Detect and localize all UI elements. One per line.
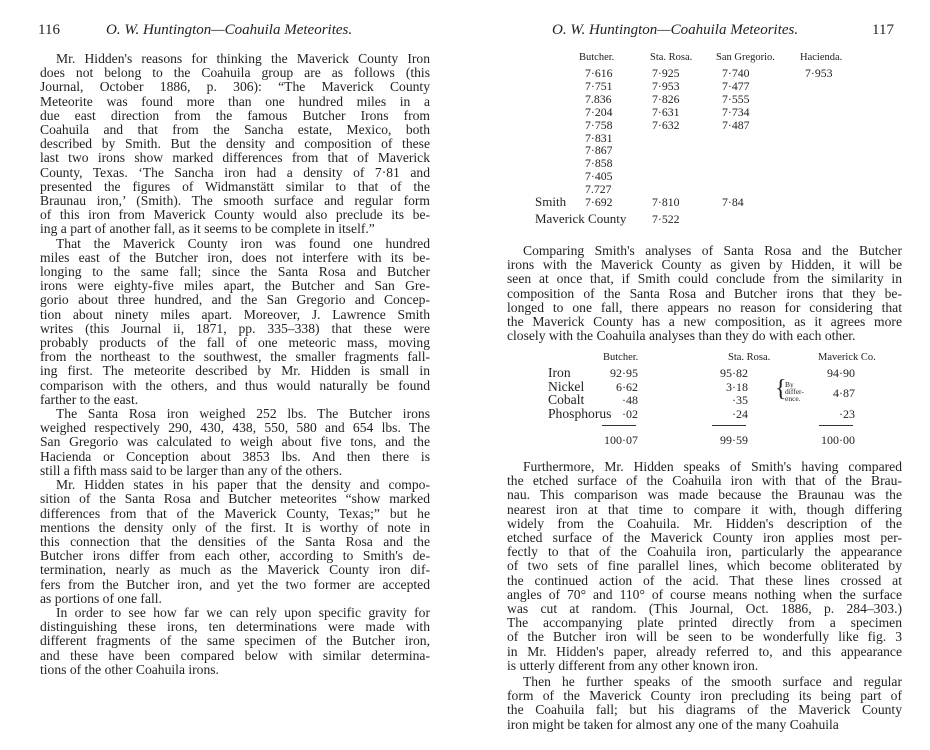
text-line: iron might be taken for almost any one of the many Coahuila bbox=[507, 716, 839, 732]
text-line: In order to see how far we can rely upon specific gravity for bbox=[56, 604, 430, 620]
page-number: 117 bbox=[872, 22, 894, 38]
text-line: That the Maverick County iron was found one hundred bbox=[56, 235, 430, 251]
density-value: 7·632 bbox=[652, 117, 680, 132]
density-value: 7·858 bbox=[585, 156, 613, 171]
density-value: 7·953 bbox=[652, 78, 680, 93]
text-line: sition of the Santa Rosa and Butcher meteorites “show marked bbox=[40, 491, 430, 507]
text-line: does not belong to the Coahuila group are as follows (this bbox=[40, 65, 430, 81]
text-line: composition of the Santa Rosa and Butcher irons that they be- bbox=[507, 285, 902, 301]
analysis-value: ·24 bbox=[732, 406, 748, 421]
text-line: due east direction from the famous Butcher Irons from bbox=[40, 107, 430, 123]
density-value: 7·631 bbox=[652, 104, 680, 119]
text-line: miles east of the Butcher iron, does not interfere with its be- bbox=[40, 249, 430, 265]
smith-row-label: Smith bbox=[535, 194, 567, 209]
paragraph bbox=[40, 237, 430, 407]
column-header: Maverick Co. bbox=[818, 352, 876, 363]
density-value: 7·751 bbox=[585, 78, 613, 93]
text-line: ing a part of another fall, as it seems to be complete in itself.” bbox=[40, 221, 375, 237]
element-label: Nickel bbox=[548, 378, 585, 394]
text-line: longing to the same fall; since the Santa Rosa and Butcher bbox=[40, 264, 430, 280]
density-value: 7·616 bbox=[585, 66, 613, 80]
text-line: fers from the Butcher iron, and yet the two former are accepted bbox=[40, 576, 430, 592]
paragraph bbox=[40, 606, 430, 677]
density-value: 7·405 bbox=[585, 169, 613, 184]
text-line: gorio about three hundred, and the San Gregorio and Concep- bbox=[40, 292, 430, 308]
column-header: Butcher. bbox=[579, 52, 615, 63]
text-line: as portions of one fall. bbox=[40, 590, 162, 606]
paragraph bbox=[40, 407, 430, 478]
brace-symbol: { bbox=[775, 375, 787, 402]
text-line: tion about ninety miles apart. Moreover, J. Lawrence Smith bbox=[40, 306, 430, 322]
by-difference-note: By bbox=[785, 379, 794, 389]
text-line: from the northeast to the southwest, the smaller fragments fall- bbox=[40, 349, 430, 365]
text-line: seen at once that, if Smith could conclude from the similarity in bbox=[507, 271, 902, 287]
text-line: widely from the Coahuila. Mr. Hidden's description of the bbox=[507, 515, 902, 531]
right-paragraph-1 bbox=[507, 244, 902, 343]
density-value: 7·477 bbox=[722, 78, 750, 93]
density-value: 7.727 bbox=[585, 182, 612, 197]
column-header: San Gregorio. bbox=[716, 52, 775, 63]
text-line: angles of 70° and 110° of course means nothing when the surface bbox=[507, 586, 902, 602]
text-line: Meteorite was found more than one hundred miles in a bbox=[40, 93, 430, 109]
density-value: 7·831 bbox=[585, 130, 613, 145]
density-value: 7·953 bbox=[805, 66, 833, 80]
density-value: 7.836 bbox=[585, 91, 612, 106]
density-value: 7·487 bbox=[722, 117, 750, 132]
density-value: 7·925 bbox=[652, 66, 680, 80]
right-paragraph-2 bbox=[507, 460, 902, 673]
text-line: The Santa Rosa iron weighed 252 lbs. The Butcher irons bbox=[56, 406, 430, 422]
text-line: the Maverick County has a new composition, as it agrees more bbox=[507, 314, 902, 330]
text-line: closely with the Coahuila analyses than they do with each other. bbox=[507, 328, 856, 344]
text-line: County, Texas. ‘The Sancha iron had a density of 7·81 and bbox=[40, 164, 430, 180]
total-value: 99·59 bbox=[720, 433, 748, 448]
paragraph bbox=[507, 460, 902, 673]
text-line: Mr. Hidden states in his paper that the density and compo- bbox=[56, 477, 430, 493]
text-line: mentions the density only of the first. It is worthy of note in bbox=[40, 519, 430, 535]
paragraph bbox=[40, 52, 430, 237]
by-difference-note: ence. bbox=[785, 393, 801, 403]
text-line: termination, nearly as much as the Maverick County iron dif- bbox=[40, 562, 430, 578]
column-header: Sta. Rosa. bbox=[650, 52, 693, 63]
text-line: Coahuila and that from the Sancha estate, Mexico, both bbox=[40, 122, 430, 138]
text-line: irons were eighty-five miles apart, the Butcher and San Gre- bbox=[40, 278, 430, 294]
element-label: Phosphorus bbox=[548, 405, 612, 421]
analysis-value: 92·95 bbox=[610, 366, 638, 380]
text-line: tions of the other Coahuila irons. bbox=[40, 661, 219, 677]
analysis-value: ·23 bbox=[839, 406, 855, 421]
text-line: of the Butcher iron will be seen to be wonderfully like fig. 3 bbox=[507, 629, 902, 645]
text-line: Journal, October 1886, p. 306): “The Maverick County bbox=[40, 79, 430, 95]
column-header: Butcher. bbox=[603, 352, 639, 363]
text-line: Braunau iron,’ (Smith). The smooth surface and regular form bbox=[40, 193, 430, 209]
text-line: Then he further speaks of the smooth surface and regular bbox=[523, 674, 902, 689]
text-line: differences from that of the Maverick County, Texas;” but he bbox=[40, 505, 430, 521]
text-line: probably products of the fall of one meteoric mass, moving bbox=[40, 335, 430, 351]
text-line: is utterly different from any other known iron. bbox=[507, 657, 759, 673]
text-line: The accompanying plate printed directly from a specimen bbox=[507, 615, 902, 631]
sum-rule bbox=[602, 425, 636, 426]
text-line: Butcher irons differ from each other, according to Smith's de- bbox=[40, 548, 430, 564]
analysis-value: ·02 bbox=[622, 406, 638, 421]
text-line: presented the figures of Widmanstätt similar to that of the bbox=[40, 178, 430, 194]
density-value: 7·740 bbox=[722, 66, 750, 80]
analysis-value: ·48 bbox=[622, 393, 638, 408]
text-line: of this iron from Maverick County would also preclude its be- bbox=[40, 207, 430, 223]
text-line: Furthermore, Mr. Hidden speaks of Smith's having compared bbox=[523, 459, 902, 474]
text-line: nau. This comparison was made because the Braunau was the bbox=[507, 487, 902, 503]
analysis-value: 95·82 bbox=[720, 366, 748, 380]
page-number: 116 bbox=[38, 22, 60, 38]
text-line: Mr. Hidden's reasons for thinking the Maverick County Iron bbox=[56, 51, 430, 66]
text-line: last two irons show marked differences from that of Maverick bbox=[40, 150, 430, 166]
maverick-density-value: 7·522 bbox=[652, 212, 680, 226]
density-value: 7·555 bbox=[722, 91, 750, 106]
smith-density-value: 7·84 bbox=[722, 195, 744, 209]
density-value: 7·826 bbox=[652, 91, 680, 106]
running-title: O. W. Huntington—Coahuila Meteorites. bbox=[552, 22, 799, 38]
total-value: 100·07 bbox=[604, 433, 638, 448]
text-line: farther to the east. bbox=[40, 391, 139, 407]
analysis-value: 6·62 bbox=[616, 379, 638, 394]
text-line: comparison with the others, and thus would naturally be found bbox=[40, 377, 430, 393]
text-line: was cut at random. (This Journal, Oct. 1886, p. 284–303.) bbox=[507, 601, 902, 617]
text-line: distinguishing these irons, ten determinations were made with bbox=[40, 619, 430, 635]
density-value: 7·867 bbox=[585, 143, 613, 158]
smith-density-value: 7·692 bbox=[585, 195, 613, 209]
running-title: O. W. Huntington—Coahuila Meteorites. bbox=[106, 22, 353, 38]
density-value: 7·204 bbox=[585, 104, 613, 119]
text-line: San Gregorio was calculated to weigh about five tons, and the bbox=[40, 434, 430, 450]
right-paragraph-3 bbox=[507, 675, 902, 732]
text-line: still a fifth mass said to be larger than any of the others. bbox=[40, 462, 343, 478]
text-line: Hacienda or Conception about 3853 lbs. And then there is bbox=[40, 448, 430, 464]
sum-rule bbox=[712, 425, 746, 426]
element-label: Iron bbox=[548, 365, 571, 380]
paragraph bbox=[507, 675, 902, 732]
density-value: 7·758 bbox=[585, 117, 613, 132]
text-line: different fragments of the same specimen of the Butcher iron, bbox=[40, 633, 430, 649]
analysis-value: 94·90 bbox=[827, 366, 855, 380]
analysis-value: ·35 bbox=[732, 393, 748, 408]
left-body-text bbox=[40, 52, 430, 677]
text-line: ing first. The meteorite described by Mr. Hidden is small in bbox=[40, 363, 430, 379]
text-line: nearest iron at that time to compare it with, though differing bbox=[507, 501, 902, 517]
paragraph bbox=[507, 244, 902, 343]
element-label: Cobalt bbox=[548, 392, 585, 408]
text-line: fectly to that of the Coahuila iron, particularly the appearance bbox=[507, 544, 902, 560]
sum-rule bbox=[819, 425, 853, 426]
column-header: Hacienda. bbox=[800, 52, 843, 63]
text-line: the continued action of the acid. That these lines crossed at bbox=[507, 572, 902, 588]
text-line: form of the Maverick County iron precluding its being part of bbox=[507, 688, 902, 704]
analysis-value: 3·18 bbox=[726, 379, 748, 394]
text-line: weighed respectively 290, 430, 438, 550, 580 and 654 lbs. The bbox=[40, 420, 430, 436]
paragraph bbox=[40, 478, 430, 606]
text-line: writes (this Journal ii, 1871, pp. 335–338) that these were bbox=[40, 320, 430, 336]
text-line: and these have been compared below with similar determina- bbox=[40, 647, 430, 663]
analysis-value: 4·87 bbox=[833, 385, 855, 400]
density-value: 7·734 bbox=[722, 104, 750, 119]
column-header: Sta. Rosa. bbox=[728, 352, 771, 363]
smith-density-value: 7·810 bbox=[652, 195, 680, 209]
text-line: the etched surface of the Coahuila iron with that of the Brau- bbox=[507, 473, 902, 489]
text-line: irons with the Maverick County as given by Hidden, it will be bbox=[507, 257, 902, 273]
text-line: etched surface of the Maverick County iron applies most per- bbox=[507, 530, 902, 546]
text-line: in Mr. Hidden's paper, already referred to, and this appearance bbox=[507, 643, 902, 659]
text-line: this connection that the densities of the Santa Rosa and the bbox=[40, 533, 430, 549]
text-line: Comparing Smith's analyses of Santa Rosa and the Butcher bbox=[523, 243, 902, 258]
by-difference-note: differ- bbox=[785, 386, 804, 396]
text-line: of two sets of fine parallel lines, which become obliterated by bbox=[507, 558, 902, 574]
text-line: the Coahuila fall; but his diagrams of the Maverick County bbox=[507, 702, 902, 718]
total-value: 100·00 bbox=[821, 433, 855, 448]
text-line: longed to one fall, there appears no reason for considering that bbox=[507, 299, 902, 315]
text-line: described by Smith. But the density and composition of these bbox=[40, 136, 430, 152]
maverick-row-label: Maverick County bbox=[535, 211, 627, 226]
